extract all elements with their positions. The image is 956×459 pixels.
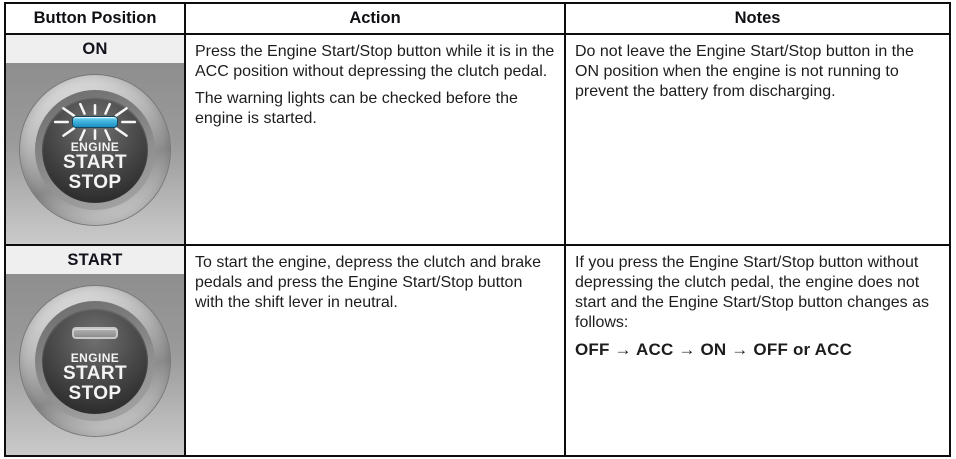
notes-sequence-emphasis: OFF → ACC → ON → OFF or ACC	[575, 340, 853, 359]
button-label-start: START	[63, 152, 127, 173]
table-row-on-position-cell	[6, 35, 184, 244]
button-label-stop: STOP	[68, 171, 122, 193]
header-button-position: Button Position	[6, 4, 184, 33]
engine-start-stop-button-illustration-on	[20, 75, 170, 225]
action-paragraph: Press the Engine Start/Stop button while it is in the ACC position without depressing the clutch pedal.	[195, 43, 555, 80]
indicator-off	[72, 327, 118, 339]
position-label-on: ON	[6, 35, 184, 63]
button-face	[42, 308, 148, 414]
button-photo-start	[6, 274, 184, 455]
button-label-stop: STOP	[68, 382, 122, 404]
button-bezel	[35, 301, 155, 421]
notes-cell-start	[566, 246, 949, 455]
indicator-illuminated	[72, 116, 118, 128]
button-position-table	[4, 2, 951, 457]
header-notes: Notes	[566, 4, 949, 33]
action-cell-start	[186, 246, 564, 455]
table-row-start-position-cell	[6, 246, 184, 455]
action-cell-on	[186, 35, 564, 244]
notes-paragraph: Do not leave the Engine Start/Stop button in the ON position when the engine is not running to prevent the battery from discharging.	[575, 43, 914, 100]
engine-start-stop-button-illustration-start	[20, 286, 170, 436]
action-paragraph: The warning lights can be checked before the engine is started.	[195, 90, 518, 127]
position-label-start: START	[6, 246, 184, 274]
notes-paragraph: If you press the Engine Start/Stop button without depressing the clutch pedal, the engine does not start and the Engine Start/Stop button changes as follows:	[575, 254, 930, 331]
notes-cell-on	[566, 35, 949, 244]
button-label-engine: ENGINE	[70, 351, 120, 365]
action-paragraph: To start the engine, depress the clutch and brake pedals and press the Engine Start/Stop button with the shift lever in neutral.	[195, 254, 541, 311]
button-bezel	[35, 90, 155, 210]
button-face	[42, 97, 148, 203]
header-action: Action	[186, 4, 564, 33]
indicator-bar-gray	[72, 327, 118, 339]
indicator-bar-blue	[72, 116, 118, 128]
button-label-start: START	[63, 363, 127, 384]
button-photo-on	[6, 63, 184, 244]
button-label-engine: ENGINE	[70, 140, 120, 154]
